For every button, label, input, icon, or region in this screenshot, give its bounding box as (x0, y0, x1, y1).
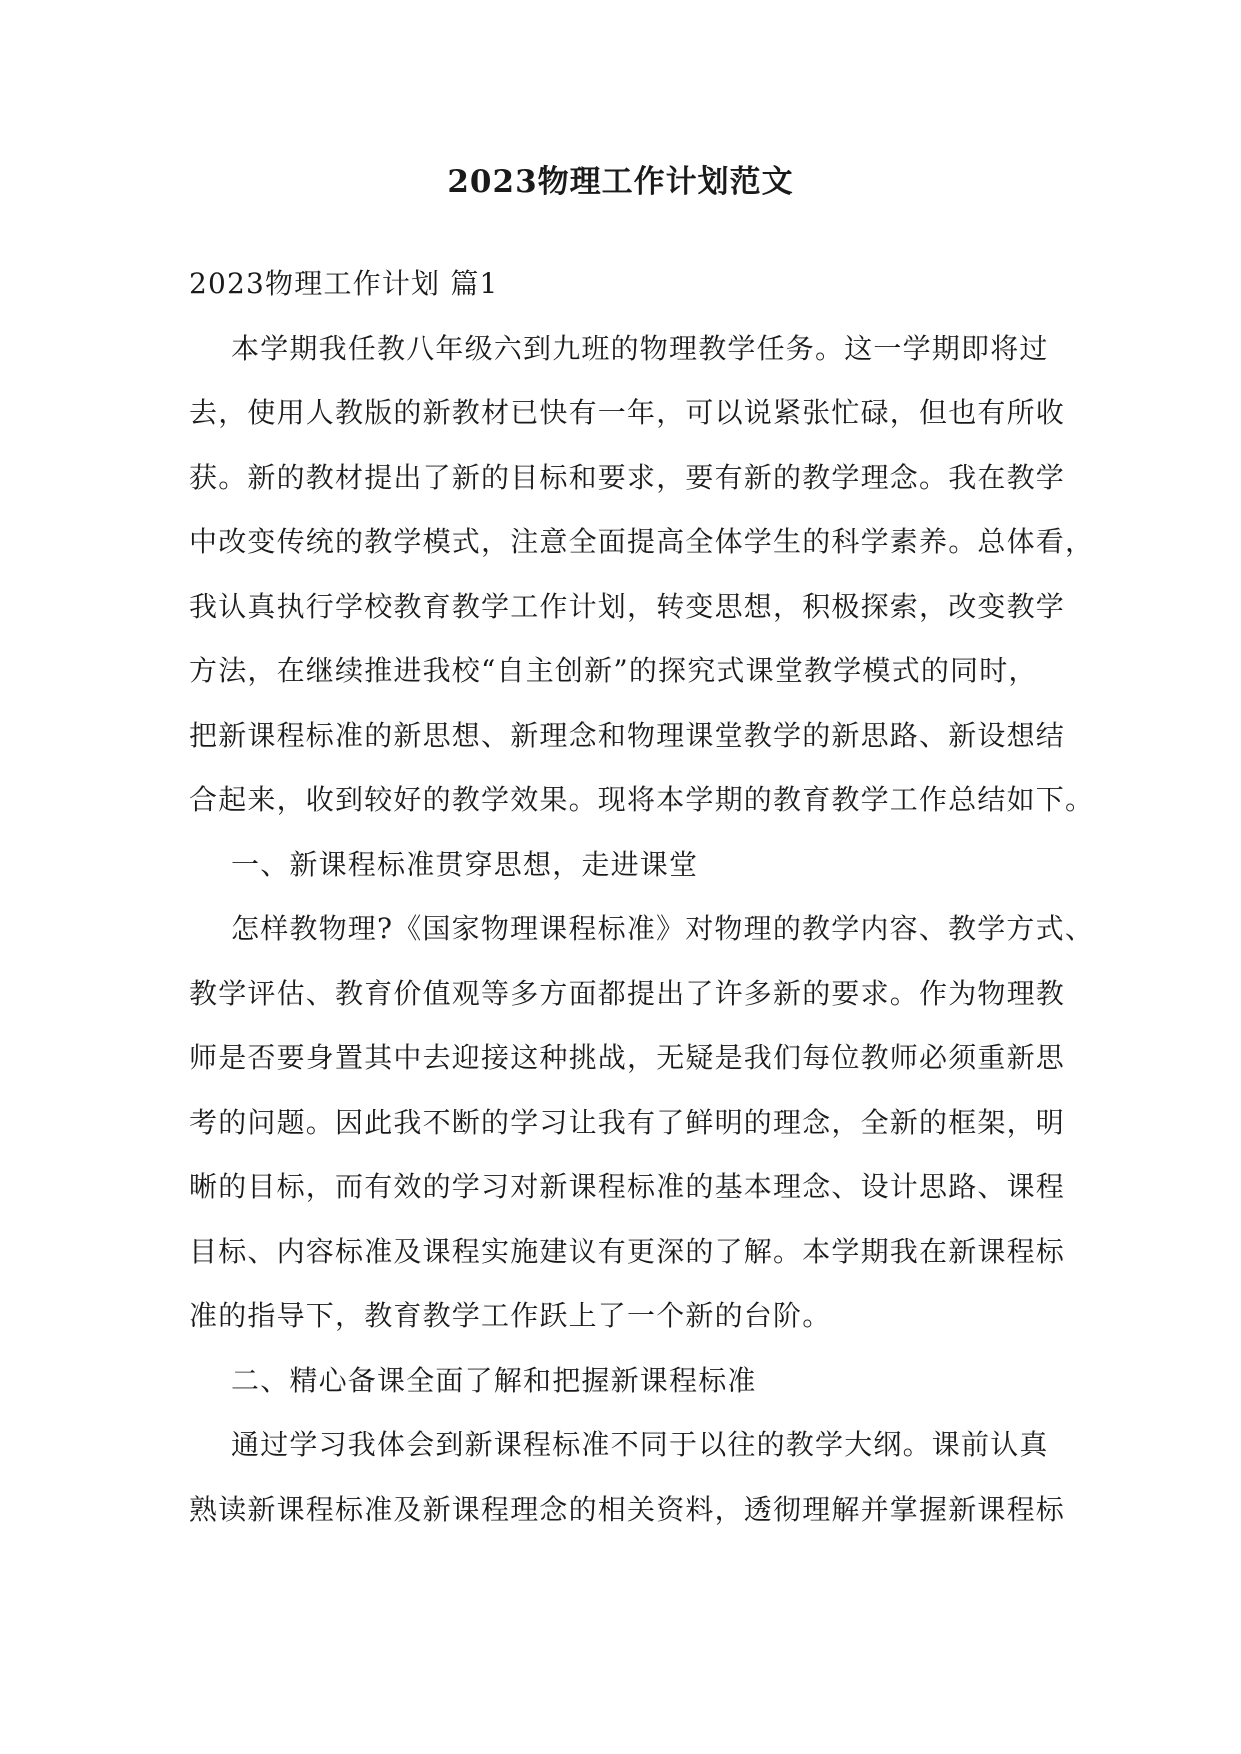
paragraph-line: 通过学习我体会到新课程标准不同于以往的教学大纲。课前认真 (231, 1428, 1049, 1461)
paragraph-line: 考的问题。因此我不断的学习让我有了鲜明的理念，全新的框架，明 (189, 1105, 1066, 1139)
paragraph-line: 方法，在继续推进我校“自主创新”的探究式课堂教学模式的同时， (189, 654, 1038, 687)
section-heading: 2023物理工作计划 篇1 (189, 267, 499, 300)
paragraph-line: 去，使用人教版的新教材已快有一年，可以说紧张忙碌，但也有所收 (189, 396, 1066, 429)
paragraph-line: 把新课程标准的新思想、新理念和物理课堂教学的新思路、新设想结 (189, 718, 1066, 752)
document-title: 2023物理工作计划范文 (447, 164, 794, 200)
paragraph-line: 熟读新课程标准及新课程理念的相关资料，透彻理解并掌握新课程标 (189, 1492, 1066, 1526)
paragraph-line: 准的指导下，教育教学工作跃上了一个新的台阶。 (189, 1299, 832, 1332)
paragraph-line: 师是否要身置其中去迎接这种挑战，无疑是我们每位教师必须重新思 (189, 1041, 1066, 1074)
subheading-2: 二、精心备课全面了解和把握新课程标准 (231, 1363, 757, 1397)
paragraph-line: 晰的目标，而有效的学习对新课程标准的基本理念、设计思路、课程 (189, 1170, 1066, 1203)
paragraph-line: 合起来，收到较好的教学效果。现将本学期的教育教学工作总结如下。 (189, 783, 1095, 816)
paragraph-line: 教学评估、教育价值观等多方面都提出了许多新的要求。作为物理教 (189, 976, 1066, 1010)
paragraph-line: 我认真执行学校教育教学工作计划，转变思想，积极探索，改变教学 (189, 589, 1066, 623)
document-body (189, 262, 1095, 1552)
paragraph-line: 目标、内容标准及课程实施建议有更深的了解。本学期我在新课程标 (189, 1234, 1066, 1268)
paragraph-line: 怎样教物理?《国家物理课程标准》对物理的教学内容、教学方式、 (231, 912, 1095, 945)
paragraph-line: 本学期我任教八年级六到九班的物理教学任务。这一学期即将过 (231, 331, 1049, 365)
paragraph-line: 获。新的教材提出了新的目标和要求，要有新的教学理念。我在教学 (189, 460, 1066, 494)
paragraph-line: 中改变传统的教学模式，注意全面提高全体学生的科学素养。总体看， (189, 525, 1095, 558)
subheading-1: 一、新课程标准贯穿思想，走进课堂 (231, 847, 699, 881)
